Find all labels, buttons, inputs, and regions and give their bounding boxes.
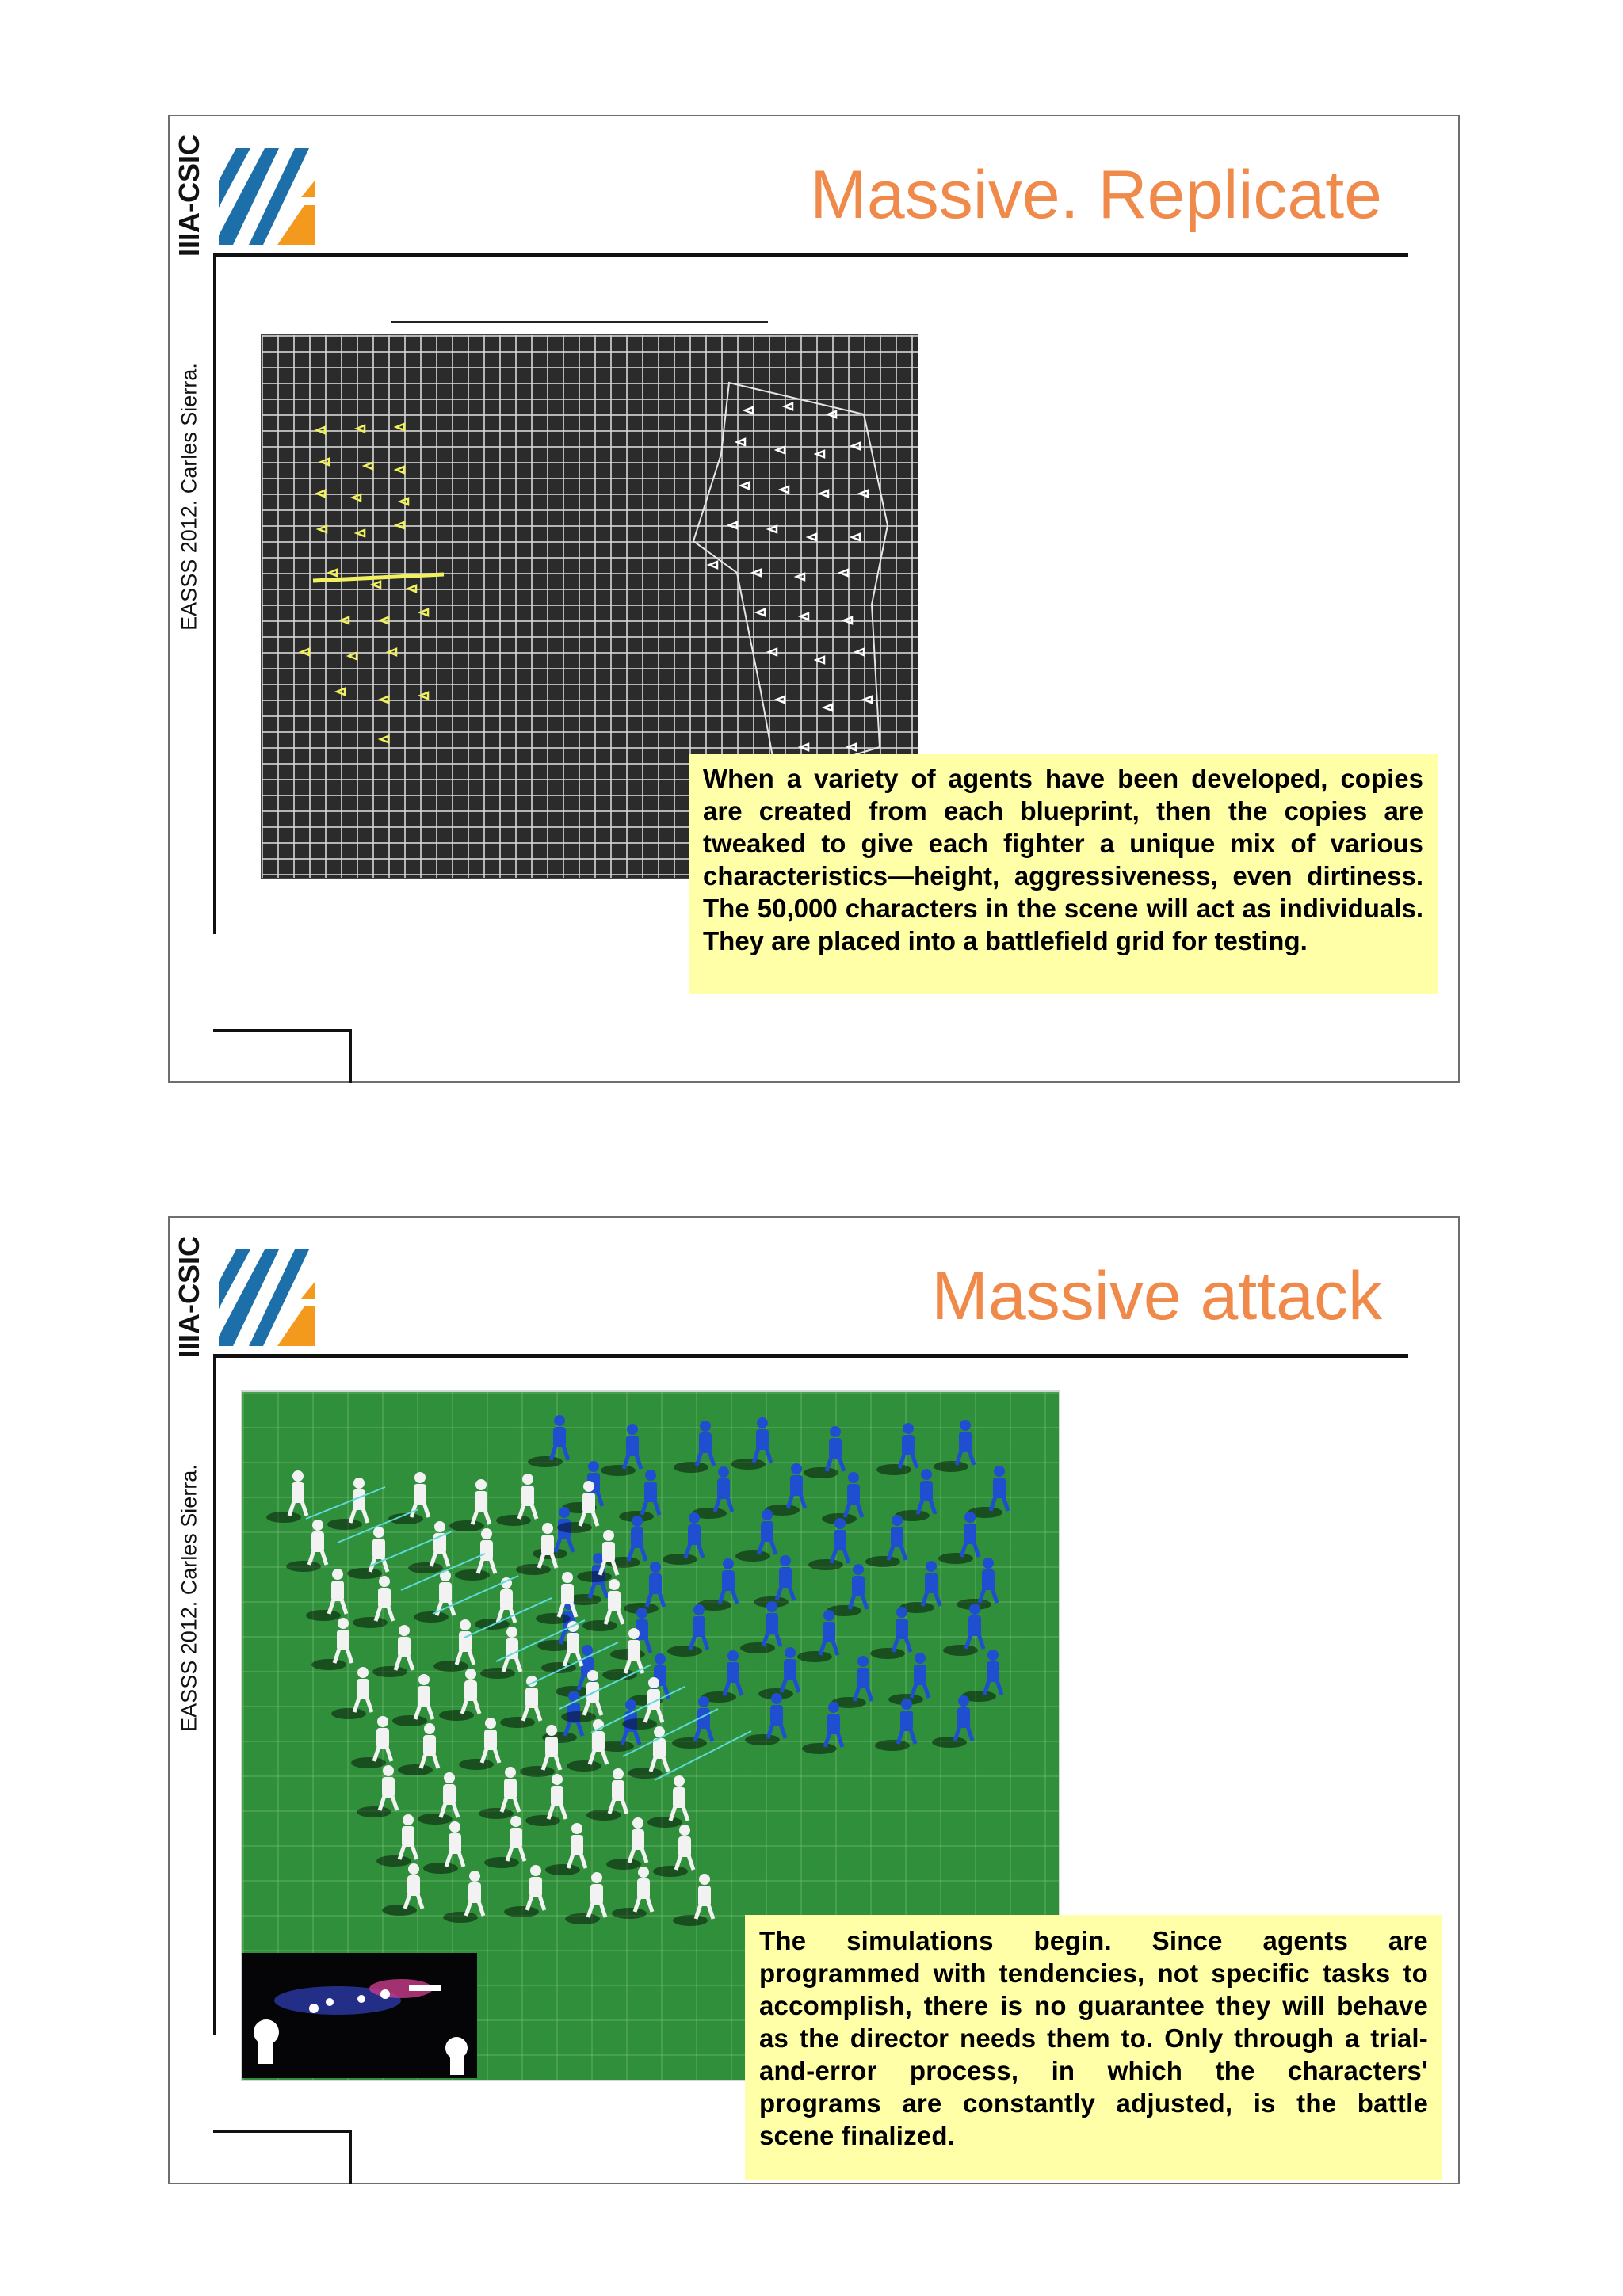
spear-line: [306, 1487, 385, 1519]
white-soldier: [628, 1726, 668, 1779]
blue-soldier: [562, 1461, 602, 1513]
blue-soldier: [735, 1509, 776, 1562]
white-soldier: [449, 1479, 490, 1531]
white-soldier: [586, 1768, 627, 1821]
white-soldier: [673, 1874, 713, 1926]
blue-soldier: [740, 1601, 781, 1653]
blue-soldier: [754, 1555, 794, 1608]
org-text: IIIA-CSIC: [173, 134, 205, 257]
white-soldier: [357, 1765, 397, 1817]
white-soldier: [433, 1619, 474, 1672]
white-soldier: [443, 1871, 483, 1923]
slide-caption: The simulations begin. Since agents are programmed with tendencies, not specific tasks to accomplish, there is no guarantee they will behave as the director needs them to. Only through a trial-and-error process, in which the characters' programs are constantly adjusted, is the battle scene finalized.: [745, 1915, 1442, 2180]
inset-figures: [242, 1953, 477, 2078]
white-soldier: [500, 1676, 540, 1728]
white-soldier: [455, 1528, 495, 1581]
blue-soldier: [870, 1607, 911, 1659]
iiia-logo-icon: [219, 1249, 315, 1346]
white-army: [709, 403, 872, 750]
white-soldier: [327, 1478, 368, 1530]
white-soldier: [516, 1523, 556, 1575]
white-soldier: [311, 1618, 352, 1670]
white-soldier: [475, 1577, 515, 1630]
blue-soldier: [875, 1699, 915, 1751]
blue-soldier: [601, 1424, 641, 1476]
author-text: EASSS 2012. Carles Sierra.: [177, 363, 201, 631]
title-divider: [213, 253, 1408, 257]
white-soldier: [372, 1625, 413, 1677]
blue-soldier: [692, 1466, 732, 1519]
blue-soldier: [697, 1558, 737, 1611]
blue-soldier: [804, 1426, 844, 1478]
blue-soldier: [745, 1693, 785, 1745]
white-soldier: [392, 1674, 433, 1726]
blue-soldier: [888, 1653, 929, 1705]
blue-soldier: [528, 1415, 568, 1467]
blue-soldier: [731, 1417, 771, 1470]
white-soldier: [545, 1823, 586, 1875]
iiia-logo-icon: [219, 148, 315, 245]
corner-line: [213, 1029, 352, 1032]
title-divider: [213, 1354, 1408, 1358]
blue-soldier: [802, 1702, 842, 1754]
author-text: EASSS 2012. Carles Sierra.: [177, 1464, 201, 1732]
white-soldier: [496, 1474, 537, 1526]
slide-replicate: [168, 115, 1460, 1083]
blue-soldier: [822, 1472, 862, 1524]
blue-soldier: [876, 1423, 917, 1475]
blue-soldier: [663, 1512, 703, 1565]
white-soldier: [306, 1569, 346, 1621]
slide-caption: When a variety of agents have been developed, copies are created from each blueprint, then the copies are tweaked to give each fighter a unique mix of various characteristics—height, aggressiveness, even dirtiness. The 50,000 characters in the scene will act as individuals. They are placed into a battlefield grid for testing.: [689, 754, 1438, 994]
corner-line: [213, 2130, 352, 2133]
author-label: [170, 354, 209, 671]
white-soldier: [647, 1775, 688, 1828]
blue-soldier: [865, 1515, 906, 1567]
blue-soldier: [961, 1650, 1002, 1702]
white-soldier: [398, 1723, 438, 1775]
left-divider: [213, 253, 216, 934]
white-soldier: [459, 1718, 499, 1770]
blue-soldier: [667, 1604, 708, 1657]
org-label: [170, 1218, 209, 1376]
white-soldier: [382, 1863, 422, 1916]
blue-soldier: [899, 1561, 940, 1613]
slide-title: Massive. Replicate: [810, 157, 1382, 233]
blue-soldier: [624, 1562, 664, 1614]
white-soldier: [347, 1527, 388, 1579]
blue-soldier: [943, 1604, 983, 1656]
blue-soldier: [797, 1610, 838, 1662]
white-soldier: [353, 1576, 393, 1628]
white-soldier: [331, 1667, 372, 1719]
white-soldier: [653, 1825, 693, 1877]
white-soldier: [606, 1817, 647, 1870]
yellow-army: [301, 424, 428, 742]
blue-soldier: [758, 1647, 799, 1699]
blue-soldier: [674, 1421, 714, 1473]
white-soldier: [286, 1520, 327, 1572]
blue-soldier: [934, 1420, 974, 1472]
blue-soldier: [808, 1518, 849, 1570]
blue-soldier: [765, 1463, 805, 1516]
white-soldier: [504, 1865, 544, 1917]
slide-massive-attack: [168, 1216, 1460, 2184]
org-text: IIIA-CSIC: [173, 1235, 205, 1359]
blue-soldier: [701, 1650, 742, 1703]
white-soldier: [376, 1814, 417, 1867]
white-soldier: [423, 1821, 464, 1874]
blue-soldier: [619, 1470, 659, 1522]
spear-line: [655, 1731, 751, 1780]
author-label: [170, 1455, 209, 1772]
white-soldier: [418, 1772, 458, 1825]
org-label: [170, 116, 209, 275]
slide-title: Massive attack: [931, 1258, 1382, 1334]
white-soldier: [266, 1470, 307, 1523]
simulation-inset-image: [242, 1953, 477, 2078]
white-soldier: [612, 1867, 652, 1919]
corner-line-vertical: [349, 2130, 352, 2184]
blue-soldier: [932, 1695, 972, 1748]
blue-soldier: [895, 1469, 935, 1521]
blue-soldier: [831, 1656, 872, 1708]
white-soldier: [520, 1725, 560, 1777]
corner-line-vertical: [349, 1029, 352, 1083]
white-soldier: [484, 1816, 525, 1868]
white-soldier: [351, 1716, 391, 1768]
blue-soldier: [938, 1512, 979, 1564]
white-soldier: [388, 1472, 429, 1524]
white-soldier: [525, 1774, 566, 1826]
white-soldier: [414, 1570, 454, 1623]
white-army-boundary: [693, 383, 888, 779]
blue-soldier: [968, 1466, 1008, 1518]
white-soldier: [439, 1669, 479, 1721]
blue-soldier: [957, 1558, 997, 1610]
white-soldier: [565, 1872, 605, 1924]
left-divider: [213, 1354, 216, 2035]
image-top-line: [391, 321, 768, 323]
white-soldier: [479, 1767, 519, 1819]
blue-soldier: [827, 1564, 867, 1616]
